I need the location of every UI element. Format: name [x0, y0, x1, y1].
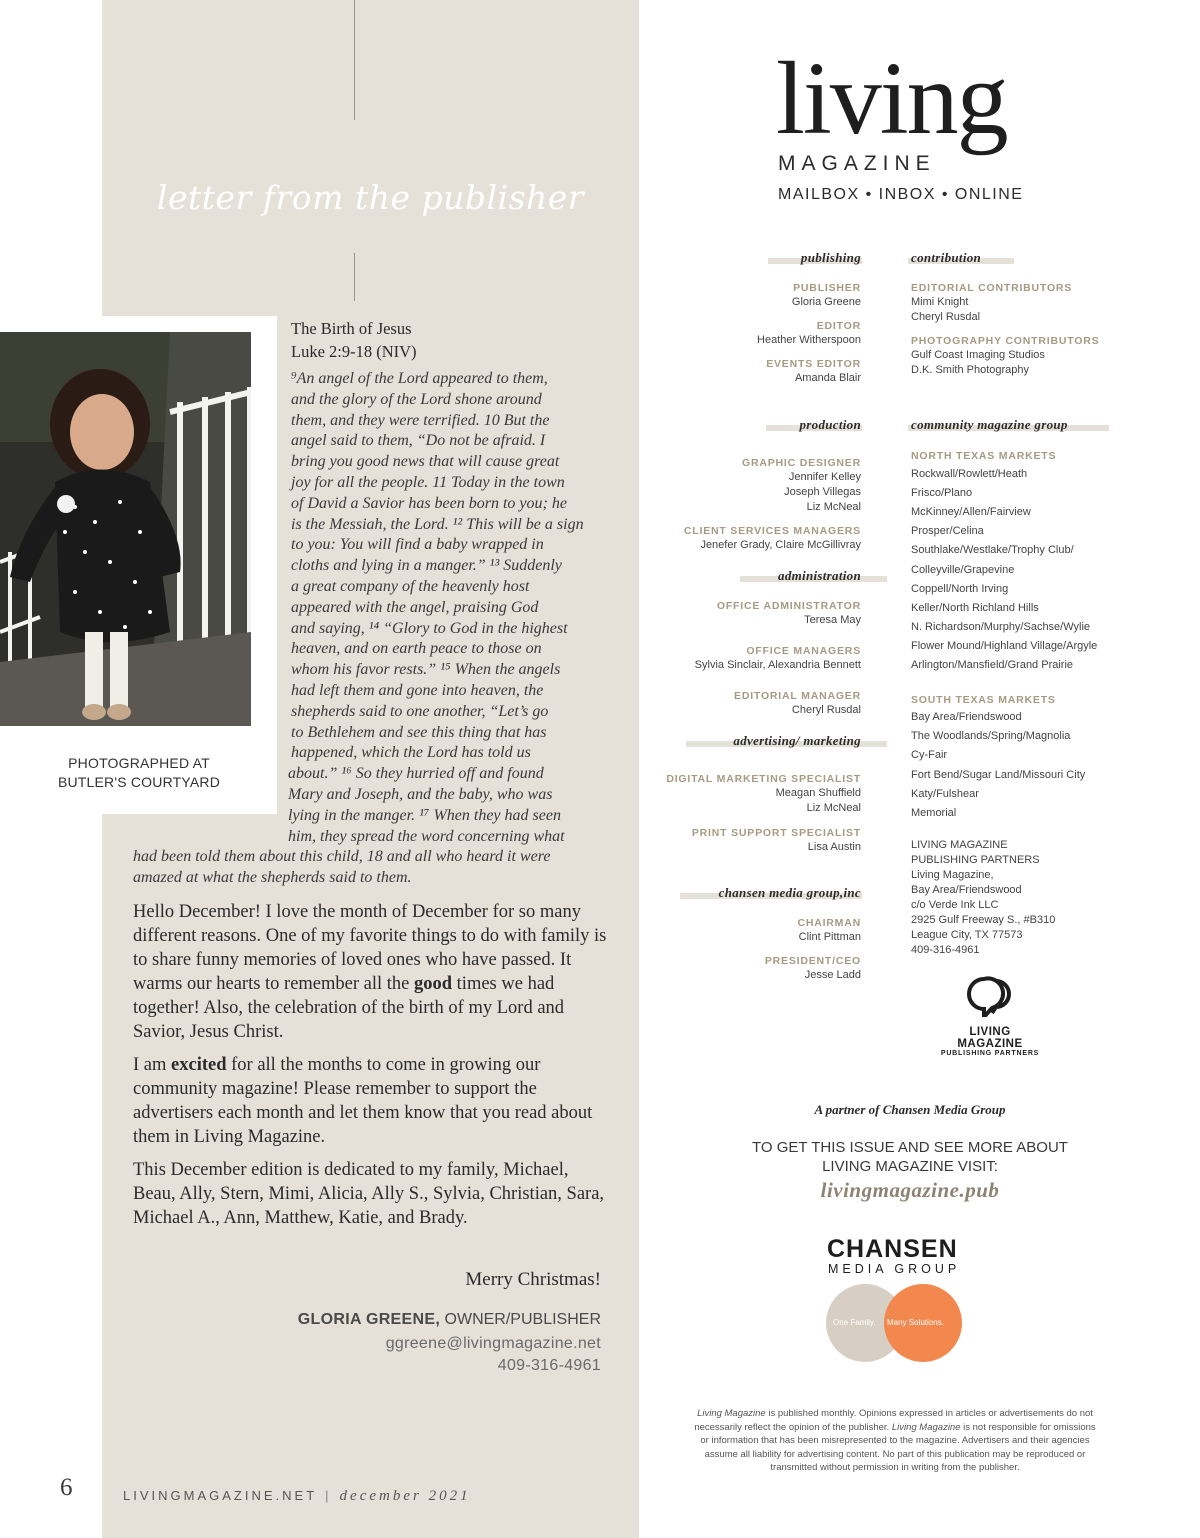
heading-advertising: advertising/ marketing: [733, 733, 861, 748]
role-label: CLIENT SERVICES MANAGERS: [683, 525, 861, 537]
scripture-line: ⁹An angel of the Lord appeared to them,: [291, 370, 548, 387]
staff-name: Liz McNeal: [806, 501, 861, 513]
market-item: Flower Mound/Highland Village/Argyle: [911, 639, 1098, 652]
caption-line: BUTLER'S COURTYARD: [57, 774, 221, 790]
scripture-heading: [291, 317, 417, 363]
market-item: Katy/Fulshear: [911, 787, 979, 800]
staff-name: Jenefer Grady, Claire McGillivray: [700, 539, 861, 551]
market-item: Fort Bend/Sugar Land/Missouri City: [911, 768, 1086, 781]
address-line: League City, TX 77573: [911, 929, 1023, 941]
role-label: OFFICE MANAGERS: [746, 645, 861, 657]
staff-name: Gulf Coast Imaging Studios: [911, 349, 1045, 361]
visit-line: TO GET THIS ISSUE AND SEE MORE ABOUT: [752, 1139, 1068, 1156]
scripture-line: is the Messiah, the Lord. ¹² This will be a sign: [291, 515, 584, 533]
market-item: Memorial: [911, 807, 957, 819]
pp-logo-title: LIVING MAGAZINE: [957, 1026, 1023, 1050]
role-label: DIGITAL MARKETING SPECIALIST: [666, 773, 861, 785]
issue-date: december 2021: [339, 1488, 471, 1504]
role-label: PUBLISHER: [793, 282, 861, 294]
role-label: OFFICE ADMINISTRATOR: [716, 600, 861, 612]
divider-line-top: [354, 0, 355, 120]
staff-name: Clint Pittman: [798, 931, 861, 943]
partner-of: A partner of Chansen Media Group: [814, 1102, 1006, 1117]
speech-bubbles-icon: [964, 975, 1016, 1017]
market-item: N. Richardson/Murphy/Sachse/Wylie: [911, 620, 1091, 633]
role-label: PRESIDENT/CEO: [764, 955, 861, 967]
scripture-line: and saying, ¹⁴ “Glory to God in the highest: [291, 619, 568, 637]
role-label: PRINT SUPPORT SPECIALIST: [691, 827, 861, 839]
visit-text: [700, 1138, 1120, 1176]
role-label: GRAPHIC DESIGNER: [742, 457, 861, 469]
staff-name: Heather Witherspoon: [757, 334, 861, 346]
role-label: CHAIRMAN: [797, 917, 861, 929]
scripture-line: about.” ¹⁶ So they hurried off and found: [288, 765, 544, 783]
heading-administration: administration: [778, 568, 861, 583]
scripture-line: to Bethlehem and see this thing that has: [291, 723, 547, 741]
heading-production: production: [799, 417, 861, 432]
role-label: EDITOR: [816, 320, 861, 332]
email-link[interactable]: ggreene@livingmagazine.net: [385, 1335, 601, 1352]
scripture-line: lying in the manger. ¹⁷ When they had seen: [288, 806, 561, 824]
footer-site: LIVINGMAGAZINE.NET | december 2021: [123, 1488, 471, 1504]
disclaimer: Living Magazine is published monthly. Opinions expressed in articles or advertisements do not necessarily reflect the opinion of the publisher. Living Magazine is not responsible for omissions or information that has been misrepresented to the magazine. Advertisers and their agencies assume all liability for advertising content. No part of this publication may be reproduced or transmitted without permission in writing from the publisher.: [694, 1408, 1096, 1473]
staff-name: Meagan Shuffield: [775, 787, 861, 799]
scripture-line: to you: You will find a baby wrapped in: [291, 536, 544, 554]
staff-name: D.K. Smith Photography: [911, 364, 1030, 376]
market-item: Southlake/Westlake/Trophy Club/: [911, 544, 1074, 557]
scripture-line: appeared with the angel, praising God: [291, 598, 539, 616]
scripture-line: heaven, and on earth peace to those on: [291, 640, 542, 658]
phone-number: 409-316-4961: [497, 1357, 601, 1374]
heading-community: community magazine group: [911, 417, 1068, 432]
market-item: Prosper/Celina: [911, 525, 984, 538]
scripture-line: bring you good news that will cause great: [291, 453, 560, 471]
scripture-reference: Luke 2:9-18 (NIV): [291, 342, 417, 361]
address-line: Living Magazine,: [911, 869, 994, 881]
scripture-line: whom his favor rests.” ¹⁵ When the angels: [291, 661, 561, 679]
scripture-line: and the glory of the Lord shone around: [291, 390, 542, 408]
market-item: Colleyville/Grapevine: [911, 563, 1015, 576]
section-title: letter from the publisher: [156, 178, 585, 217]
role-label: EVENTS EDITOR: [766, 358, 861, 370]
scripture-line: a great company of the heavenly host: [291, 578, 530, 595]
scripture-line: cloths and lying in a manger.” ¹³ Suddenly: [291, 557, 562, 575]
role-label: EDITORIAL CONTRIBUTORS: [911, 282, 1073, 294]
closing: Merry Christmas!: [465, 1269, 601, 1290]
signature: GLORIA GREENE, OWNER/PUBLISHER: [297, 1311, 601, 1328]
heading-contribution: contribution: [911, 250, 982, 265]
market-item: Keller/North Richland Hills: [911, 601, 1039, 614]
market-item: Frisco/Plano: [911, 487, 973, 500]
address-line: 2925 Gulf Freeway S., #B310: [911, 914, 1056, 926]
staff-name: Gloria Greene: [791, 296, 861, 308]
staff-name: Cheryl Rusdal: [911, 311, 981, 323]
address-line: PUBLISHING PARTNERS: [911, 854, 1040, 866]
scripture-line: joy for all the people. 11 Today in the town: [291, 474, 565, 491]
logo-subtitle: MAGAZINE: [778, 152, 936, 175]
scripture-line: shepherds said to one another, “Let’s go: [291, 702, 549, 720]
role-label: PHOTOGRAPHY CONTRIBUTORS: [911, 335, 1100, 347]
heading-publishing: publishing: [800, 250, 861, 265]
scripture-line: Mary and Joseph, and the baby, who was: [288, 786, 553, 803]
divider-line-bottom: [354, 253, 355, 301]
scripture-line: had left them and gone into heaven, the: [291, 682, 544, 699]
address-line: 409-316-4961: [911, 944, 980, 956]
letter-body: [133, 900, 613, 1239]
role-label: NORTH TEXAS MARKETS: [911, 450, 1057, 462]
scripture-line: happened, which the Lord has told us: [291, 744, 531, 762]
scripture-line: him, they spread the word concerning what: [288, 827, 565, 845]
role-label: EDITORIAL MANAGER: [734, 690, 861, 702]
scripture-line: had been told them about this child, 18 and all who heard it were: [133, 848, 551, 866]
scripture-line: angel said to them, “Do not be afraid. I: [291, 432, 546, 450]
publisher-photo: [0, 332, 251, 726]
chansen-circles-logo: [826, 1284, 966, 1364]
staff-name: Mimi Knight: [911, 296, 969, 308]
role-label: SOUTH TEXAS MARKETS: [911, 694, 1056, 706]
logo-tagline: MAILBOX • INBOX • ONLINE: [778, 186, 1024, 203]
address-line: Bay Area/Friendswood: [911, 884, 1022, 896]
paragraph: I am excited for all the months to come in growing our community magazine! Please remember to support the advertisers each month and let them know that you read about them in Living Magazine.: [133, 1055, 593, 1147]
paragraph: Hello December! I love the month of December for so many different reasons. One of my favorite things to do with family is to share funny memories of loved ones who have passed. It warms our hearts to remember all the good times we had together! Also, the celebration of the birth of my Lord and Savior, Jesus Christ.: [133, 902, 607, 1042]
staff-name: Sylvia Sinclair, Alexandria Bennett: [694, 659, 861, 671]
heading-chansen: chansen media group,inc: [718, 885, 861, 900]
staff-name: Jennifer Kelley: [788, 471, 861, 483]
publishing-partners-address: [911, 838, 1055, 958]
page-number: 6: [60, 1474, 73, 1501]
website-link[interactable]: livingmagazine.pub: [820, 1178, 1000, 1202]
staff-name: Liz McNeal: [806, 802, 861, 814]
visit-line: LIVING MAGAZINE VISIT:: [822, 1158, 998, 1175]
market-item: Rockwall/Rowlett/Heath: [911, 468, 1028, 480]
caption-line: PHOTOGRAPHED AT: [68, 755, 210, 771]
paragraph: This December edition is dedicated to my family, Michael, Beau, Ally, Stern, Mimi, Alicia, Ally S., Sylvia, Christian, Sara, Michael A., Ann, Matthew, Katie, and Brady.: [133, 1160, 605, 1228]
scripture-line: amazed at what the shepherds said to them.: [133, 869, 412, 887]
chansen-logo-sub: MEDIA GROUP: [828, 1262, 961, 1276]
photo-caption: [44, 754, 234, 792]
scripture-title: The Birth of Jesus: [291, 319, 412, 338]
staff-name: Lisa Austin: [807, 841, 861, 853]
address-line: LIVING MAGAZINE: [911, 839, 1008, 851]
scripture-line: them, and they were terrified. 10 But the: [291, 411, 550, 429]
staff-name: Teresa May: [804, 614, 861, 626]
logo-wordmark: living: [776, 41, 1007, 156]
publishing-partners-logo: [935, 975, 1045, 1057]
staff-name: Jesse Ladd: [804, 969, 861, 981]
market-item: Arlington/Mansfield/Grand Prairie: [911, 659, 1074, 671]
market-item: Bay Area/Friendswood: [911, 711, 1022, 723]
market-item: The Woodlands/Spring/Magnolia: [911, 730, 1071, 743]
pp-logo-subtitle: PUBLISHING PARTNERS: [940, 1050, 1040, 1057]
scripture-line: of David a Savior has been born to you; he: [291, 494, 567, 512]
address-line: c/o Verde Ink LLC: [911, 899, 999, 911]
circle-right-text: Many Solutions.: [887, 1318, 944, 1327]
market-item: McKinney/Allen/Fairview: [911, 506, 1031, 519]
chansen-logo: CHANSEN: [827, 1235, 958, 1263]
circle-left-text: One Family.: [833, 1318, 876, 1327]
staff-name: Amanda Blair: [794, 372, 861, 384]
market-item: Cy-Fair: [911, 749, 948, 762]
staff-name: Joseph Villegas: [784, 486, 861, 498]
market-item: Coppell/North Irving: [911, 582, 1009, 595]
site-link[interactable]: LIVINGMAGAZINE.NET: [123, 1488, 318, 1503]
staff-name: Cheryl Rusdal: [791, 704, 861, 716]
